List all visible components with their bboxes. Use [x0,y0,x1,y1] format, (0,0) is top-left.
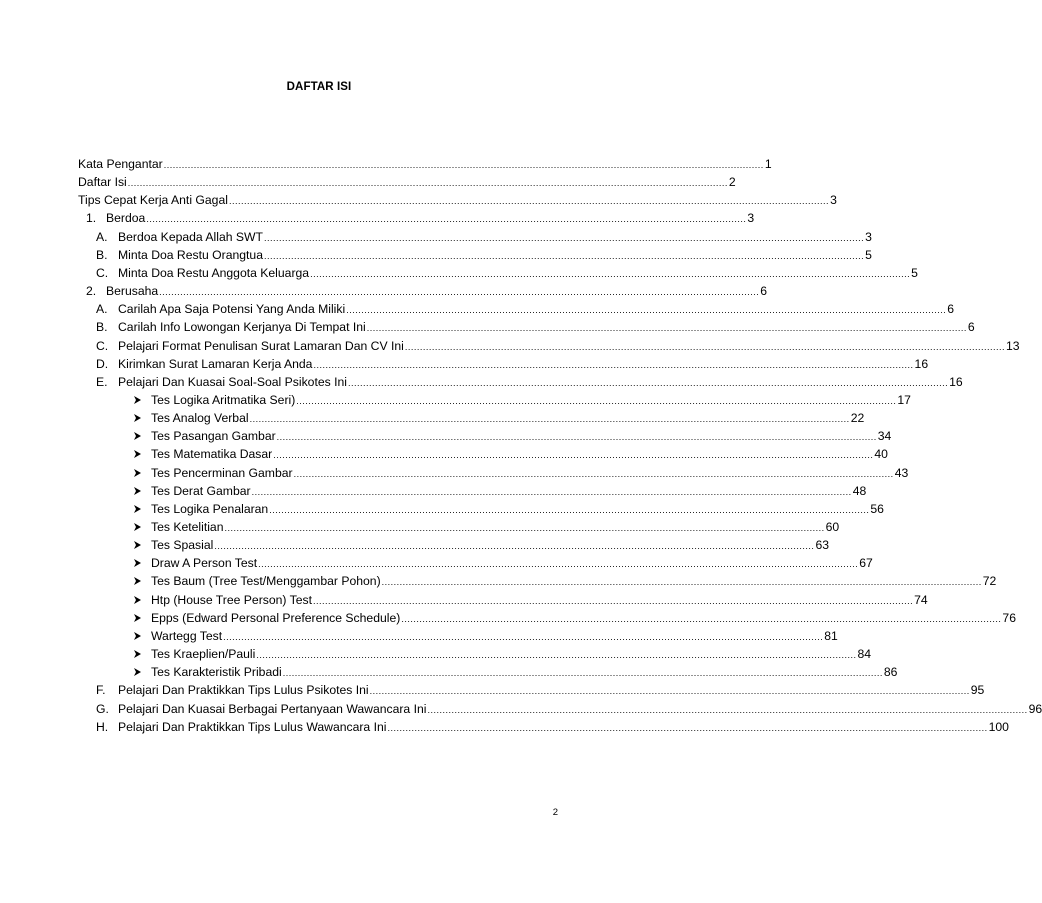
toc-entry-label: Pelajari Format Penulisan Surat Lamaran Dan CV Ini [118,338,404,353]
toc-entry-label: Kata Pengantar [78,157,163,171]
toc-entry [96,719,1009,736]
toc-entry [96,301,955,318]
dot-leader: ........................................................................................................................................................................................................ [249,414,850,425]
toc-entry-label: Wartegg Test [151,628,223,643]
arrow-bullet-icon [134,632,141,640]
toc-entry [134,501,884,518]
dot-leader: ........................................................................................................................................................................................................ [273,450,874,461]
toc-entry-page: 84 [857,647,872,662]
arrow-bullet-icon [134,487,141,495]
toc-entry-page: 74 [914,592,928,607]
toc-entry [134,573,997,590]
toc-entry [134,410,865,427]
toc-entry-page: 6 [947,302,955,317]
toc-entry [134,519,840,536]
toc-entry-label: Epps (Edward Personal Preference Schedule) [151,610,401,625]
toc-entry [134,483,867,500]
toc-entry [78,174,736,191]
toc-entry [96,701,1042,718]
toc-entry-page: 60 [825,520,840,534]
toc-entry-label: Kirimkan Surat Lamaran Kerja Anda [118,356,313,371]
dot-leader: ........................................................................................................................................................................................................ [228,196,830,207]
dot-leader: ........................................................................................................................................................................................................ [263,232,865,243]
dot-leader: ........................................................................................................................................................................................................ [346,305,947,316]
arrow-bullet-icon [134,614,141,622]
toc-entry-number: 1. [86,211,97,226]
toc-entry [96,247,872,264]
toc-entry-label: Tes Karakteristik Pribadi [151,665,282,680]
toc-entry [134,628,838,645]
toc-entry-label: Tes Logika Penalaran [151,501,269,516]
page-title: DAFTAR ISI [286,81,352,93]
arrow-bullet-icon [134,650,141,658]
dot-leader: ........................................................................................................................................................................................................ [404,341,1005,352]
dot-leader: ........................................................................................................................................................................................................ [369,686,970,697]
dot-leader: ........................................................................................................................................................................................................ [127,178,728,189]
toc-entry [96,374,963,391]
toc-entry-page: 56 [870,501,884,516]
toc-entry-page: 95 [970,683,985,698]
toc-entry-label: Berdoa Kepada Allah SWT [118,229,263,244]
dot-leader: ........................................................................................................................................................................................................ [224,523,825,533]
toc-entry [96,682,985,699]
arrow-bullet-icon [134,541,141,549]
toc-entry [86,210,755,227]
toc-entry-label: Tes Ketelitian [151,520,224,534]
toc-entry [78,156,772,173]
toc-entry [134,428,892,445]
dot-leader: ........................................................................................................................................................................................................ [163,160,764,170]
toc-entry-label: Tes Analog Verbal [151,411,249,426]
toc-entry-label: Tes Derat Gambar [151,483,251,498]
toc-entry [96,356,929,373]
toc-entry-number: G. [96,701,109,716]
toc-entry-number: C. [96,265,109,280]
arrow-bullet-icon [134,668,141,676]
toc-entry-label: Berdoa [106,211,146,226]
toc-entry-label: Pelajari Dan Kuasai Berbagai Pertanyaan Wawancara Ini [118,701,427,716]
dot-leader: ........................................................................................................................................................................................................ [223,631,824,642]
dot-leader: ........................................................................................................................................................................................................ [282,668,883,679]
arrow-bullet-icon [134,559,141,567]
dot-leader: ........................................................................................................................................................................................................ [214,541,815,552]
toc-entry-number: E. [96,374,108,389]
toc-entry-page: 40 [874,447,888,462]
toc-entry-page: 1 [764,157,772,171]
toc-entry [134,664,898,681]
toc-entry-label: Carilah Apa Saja Potensi Yang Anda Miliki [118,302,346,317]
toc-entry [134,446,888,463]
toc-entry-label: Tes Pasangan Gambar [151,429,276,444]
toc-entry-label: Pelajari Dan Praktikkan Tips Lulus Wawancara Ini [118,719,387,734]
toc-entry [134,592,928,609]
toc-entry-label: Pelajari Dan Kuasai Soal-Soal Psikotes Ini [118,374,347,389]
toc-entry-page: 96 [1028,701,1042,716]
toc-entry [96,229,872,246]
dot-leader: ........................................................................................................................................................................................................ [293,468,894,479]
toc-entry [134,646,872,663]
toc-entry-label: Berusaha [106,284,159,299]
toc-entry-page: 2 [728,175,736,190]
toc-entry-label: Tes Baum (Tree Test/Menggambar Pohon) [151,574,381,589]
toc-entry-label: Tes Kraeplien/Pauli [151,647,256,662]
toc-entry-label: Tes Pencerminan Gambar [151,465,293,480]
toc-entry-label: Tips Cepat Kerja Anti Gagal [78,193,228,208]
toc-entry-page: 13 [1005,338,1020,353]
toc-entry-number: B. [96,320,108,335]
arrow-bullet-icon [134,396,141,404]
toc-entry-page: 72 [982,574,997,589]
arrow-bullet-icon [134,523,141,531]
dot-leader: ........................................................................................................................................................................................................ [401,613,1002,624]
dot-leader: ........................................................................................................................................................................................................ [296,395,897,406]
toc-entry-page: 16 [949,374,963,389]
toc-entry-page: 3 [747,211,755,226]
toc-entry-page: 81 [824,628,838,643]
arrow-bullet-icon [134,450,141,458]
dot-leader: ........................................................................................................................................................................................................ [381,577,982,588]
dot-leader: ........................................................................................................................................................................................................ [276,432,877,443]
toc-entry-number: C. [96,338,109,353]
toc-entry-page: 34 [877,429,892,444]
toc-entry-page: 48 [852,483,867,498]
dot-leader: ........................................................................................................................................................................................................ [310,268,911,279]
toc-entry-page: 3 [865,229,872,244]
toc-entry-number: A. [96,302,108,317]
arrow-bullet-icon [134,432,141,440]
dot-leader: ........................................................................................................................................................................................................ [159,287,760,298]
arrow-bullet-icon [134,577,141,585]
toc-entry-page: 16 [914,356,929,371]
page-number: 2 [552,807,558,818]
toc-entry-label: Daftar Isi [78,175,127,190]
toc-entry [134,392,911,409]
dot-leader: ........................................................................................................................................................................................................ [313,595,914,606]
toc-entry-label: Tes Matematika Dasar [151,447,273,462]
toc-entry-page: 100 [988,719,1009,734]
arrow-bullet-icon [134,469,141,477]
toc-entry-page: 3 [830,193,837,208]
dot-leader: ........................................................................................................................................................................................................ [258,559,859,570]
toc-entry-label: Draw A Person Test [151,556,258,571]
toc-entry-page: 43 [894,465,909,480]
toc-entry-page: 5 [865,247,872,262]
toc-entry-page: 6 [967,320,975,335]
toc-entry-number: H. [96,719,109,734]
toc-entry-page: 86 [883,665,898,680]
toc-entry-label: Pelajari Dan Praktikkan Tips Lulus Psikotes Ini [118,683,369,698]
toc-entry-number: D. [96,356,109,371]
dot-leader: ........................................................................................................................................................................................................ [366,323,967,334]
toc-entry-page: 17 [897,392,911,407]
toc-entry-label: Minta Doa Restu Orangtua [118,247,263,262]
arrow-bullet-icon [134,414,141,422]
toc-entry-page: 63 [815,538,829,553]
toc-entry-label: Carilah Info Lowongan Kerjanya Di Tempat Ini [118,320,366,335]
toc-entry [96,338,1020,355]
toc-entry [134,610,1016,627]
toc-entry-label: Tes Logika Aritmatika Seri) [151,392,296,407]
dot-leader: ........................................................................................................................................................................................................ [269,504,870,515]
toc-entry-page: 5 [911,265,918,280]
dot-leader: ........................................................................................................................................................................................................ [263,250,865,261]
arrow-bullet-icon [134,505,141,513]
toc-entry-number: F. [96,683,106,698]
arrow-bullet-icon [134,596,141,604]
toc-entry-label: Tes Spasial [151,538,214,553]
toc-entry-label: Minta Doa Restu Anggota Keluarga [118,265,310,280]
toc-entry-page: 6 [760,284,768,299]
toc-entry-number: 2. [86,284,97,299]
dot-leader: ........................................................................................................................................................................................................ [387,722,988,733]
toc-entry [134,555,873,572]
toc-entry-number: A. [96,229,108,244]
toc-entry [78,192,837,209]
toc-entry [96,319,975,336]
dot-leader: ........................................................................................................................................................................................................ [146,214,747,225]
toc-entry [134,537,829,554]
toc-entry [96,265,918,282]
dot-leader: ........................................................................................................................................................................................................ [427,704,1028,715]
toc-entry-label: Htp (House Tree Person) Test [151,592,312,607]
toc-entry-page: 76 [1002,610,1016,625]
toc-entry [86,283,768,300]
dot-leader: ........................................................................................................................................................................................................ [313,359,914,370]
toc-entry [134,465,909,482]
toc-entry-number: B. [96,247,108,262]
dot-leader: ........................................................................................................................................................................................................ [347,377,949,388]
toc-entry-page: 22 [850,411,865,426]
toc-entry-page: 67 [859,556,873,571]
dot-leader: ........................................................................................................................................................................................................ [251,486,852,497]
dot-leader: ........................................................................................................................................................................................................ [256,650,857,661]
